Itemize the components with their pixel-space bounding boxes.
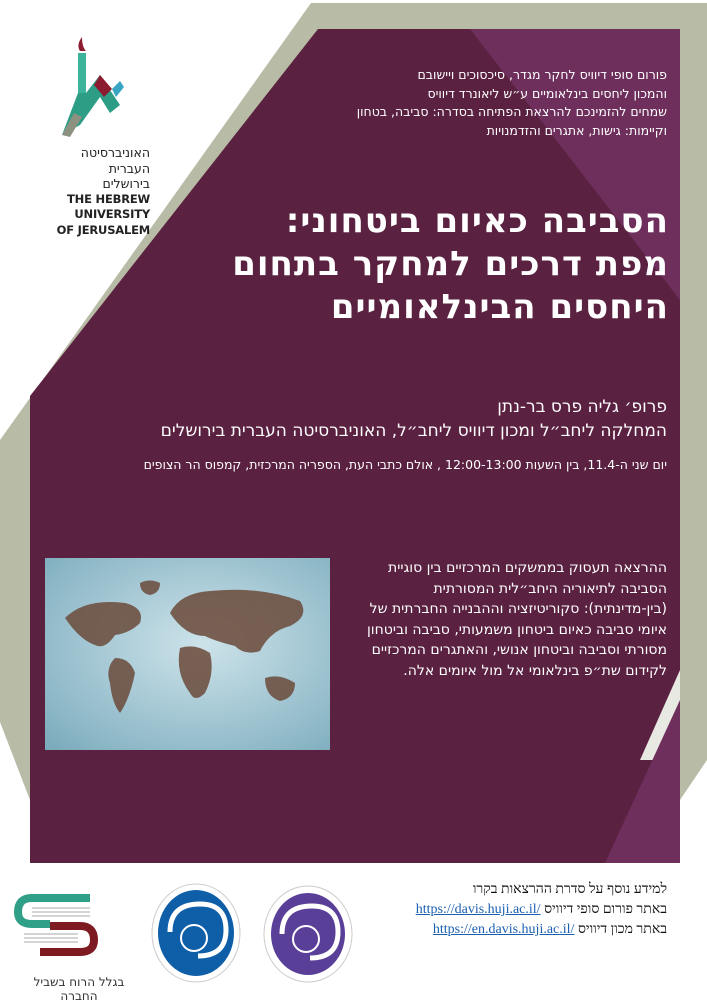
footer-line-1: למידע נוסף על סדרת ההרצאות בקרו [472,882,667,897]
intro-line: וקיימות: גישות, אתגרים והזדמנויות [486,122,667,138]
huji-name-en-1: THE HEBREW [67,191,150,206]
spirit-society-caption: בגלל הרוח בשביל החברה [33,975,125,1003]
footer-line-2 [247,900,667,920]
huji-name-he-2: העברית [108,160,150,176]
footer-info [247,880,667,940]
title-line: היחסים הבינלאומיים [330,287,669,327]
event-time-location: יום שני ה-11.4, בין השעות 12:00-13:00 , אולם כתבי העת, הספריה המרכזית, קמפוס הר הצופים [143,457,667,472]
footer-forum-label: באתר פורום סופי דיוויס [544,902,667,917]
footer-line-3 [247,920,667,940]
world-map-image [45,558,330,750]
huji-name-he-1: האוניברסיטה [80,145,150,160]
lecture-title [109,200,669,329]
intro-line: והמכון ליחסים בינלאומיים ע״ש ליאונרד דיוויס [427,85,667,101]
speaker-affiliation: המחלקה ליחב״ל ומכון דיוויס ליחב״ל, האוניברסיטה העברית בירושלים [160,421,667,441]
spirit-society-logo-icon [10,890,105,965]
davis-institute-seal-icon [150,882,242,984]
huji-logo-icon [60,35,130,145]
speaker-name: פרופ׳ גליה פרס בר-נתן [497,397,667,417]
intro-line: פורום סופי דיוויס לחקר מגדר, סיכסוכים ויישובם [417,67,667,82]
forum-link[interactable]: https://davis.huji.ac.il/ [415,902,541,917]
huji-name-en-2: UNIVERSITY [74,207,150,221]
intro-line: שמחים להזמינכם להרצאת הפתיחה בסדרה: סביבה, בטחון [356,104,667,119]
intro-text [247,66,667,140]
huji-name-en-3: OF JERUSALEM [56,222,150,237]
title-line: מפת דרכים למחקר בתחום [232,244,669,284]
huji-name-he-3: בירושלים [102,176,150,191]
abstract-text: ההרצאה תעסוק בממשקים המרכזיים בין סוגיית הסביבה לתיאוריה היחב״לית המסורתית (בין-מדינתית): סקוריטיזציה וההבנייה החברתית של איומי סביבה כאיום ביטחון משמעותי, סביבה וביטחון מסורתי וסביבה וביטחון אנושי, והאתגרים המרכזיים לקידום שת״פ בינלאומי אל מול איומים אלה. [366,560,667,679]
footer-institute-label: באתר מכון דיוויס [577,922,667,937]
institute-link[interactable]: https://en.davis.huji.ac.il/ [432,922,575,937]
speaker [67,395,667,443]
title-line: הסביבה כאיום ביטחוני: [285,201,669,241]
